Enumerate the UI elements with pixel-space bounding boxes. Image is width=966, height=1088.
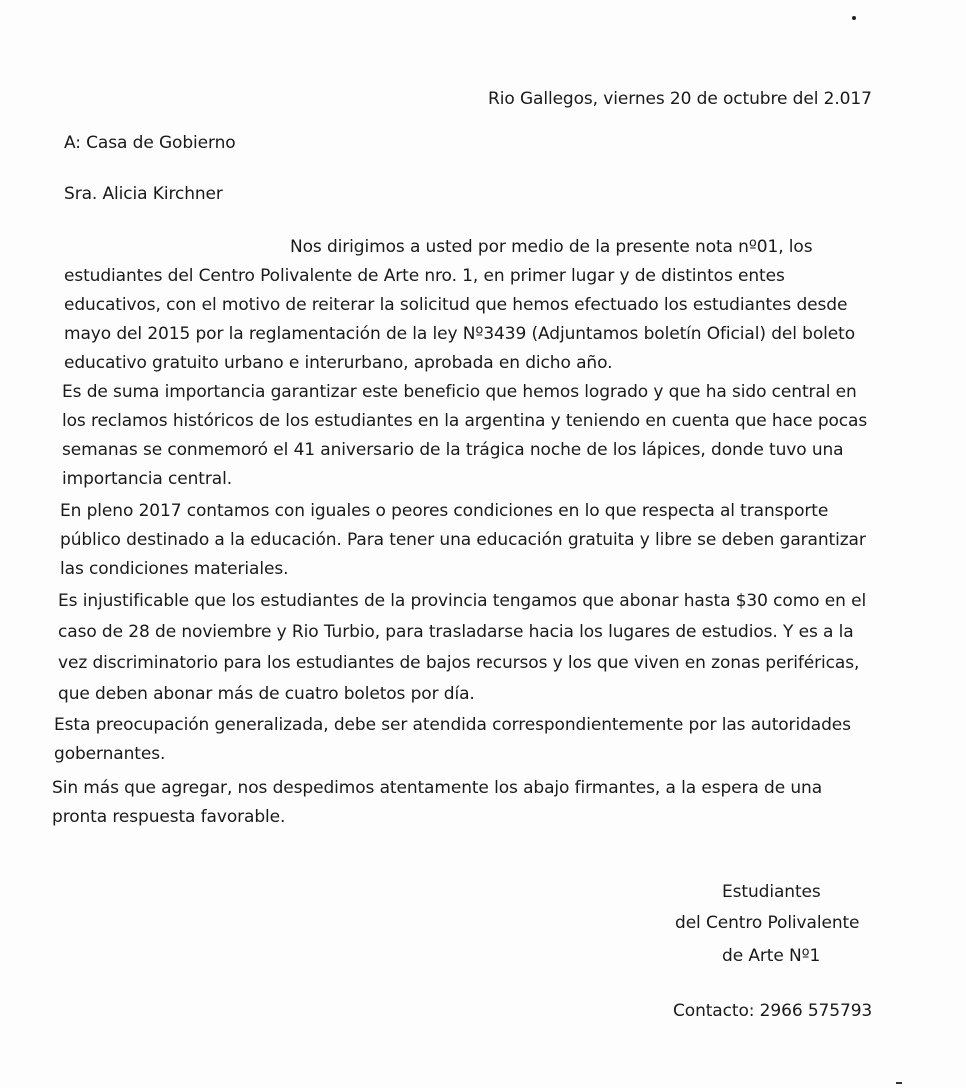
body-line: las condiciones materiales. [60,559,289,579]
body-line: Es injustificable que los estudiantes de la provincia tengamos que abonar hasta $30 como en el [58,591,867,611]
addressee: Sra. Alicia Kirchner [64,184,223,204]
body-line: los reclamos históricos de los estudiantes en la argentina y teniendo en cuenta que hace pocas [62,411,868,431]
body-line: que deben abonar más de cuatro boletos por día. [58,684,475,704]
body-line: educativo gratuito urbano e interurbano, aprobada en dicho año. [64,353,613,373]
body-line: importancia central. [62,469,232,489]
body-line: caso de 28 de noviembre y Rio Turbio, para trasladarse hacia los lugares de estudios. Y es a la [58,622,854,642]
body-line: gobernantes. [54,744,166,764]
date-line: Rio Gallegos, viernes 20 de octubre del 2.017 [488,89,872,109]
recipient: A: Casa de Gobierno [64,133,236,153]
signature-line: Estudiantes [722,882,821,902]
scan-speck-corner [896,1082,902,1084]
body-line: mayo del 2015 por la reglamentación de la ley Nº3439 (Adjuntamos boletín Oficial) del boleto [64,324,856,344]
signature-line: del Centro Polivalente [675,913,860,933]
signature-line: de Arte Nº1 [722,946,821,966]
body-line: En pleno 2017 contamos con iguales o peores condiciones en lo que respecta al transporte [60,501,829,521]
body-line: semanas se conmemoró el 41 aniversario de la trágica noche de los lápices, donde tuvo una [62,440,844,460]
contact-line: Contacto: 2966 575793 [673,1001,873,1021]
body-line: pronta respuesta favorable. [52,807,286,827]
scan-speck [852,16,856,20]
body-line: Nos dirigimos a usted por medio de la presente nota nº01, los [290,237,813,257]
body-line: Es de suma importancia garantizar este beneficio que hemos logrado y que ha sido central en [62,382,857,402]
body-line: estudiantes del Centro Polivalente de Arte nro. 1, en primer lugar y de distintos entes [64,266,785,286]
body-line: Sin más que agregar, nos despedimos atentamente los abajo firmantes, a la espera de una [52,778,823,798]
body-line: educativos, con el motivo de reiterar la solicitud que hemos efectuado los estudiantes desde [64,295,848,315]
body-line: Esta preocupación generalizada, debe ser atendida correspondientemente por las autoridades [54,715,851,735]
body-line: vez discriminatorio para los estudiantes de bajos recursos y los que viven en zonas periféricas, [58,653,860,673]
body-line: público destinado a la educación. Para tener una educación gratuita y libre se deben garantizar [60,530,866,550]
